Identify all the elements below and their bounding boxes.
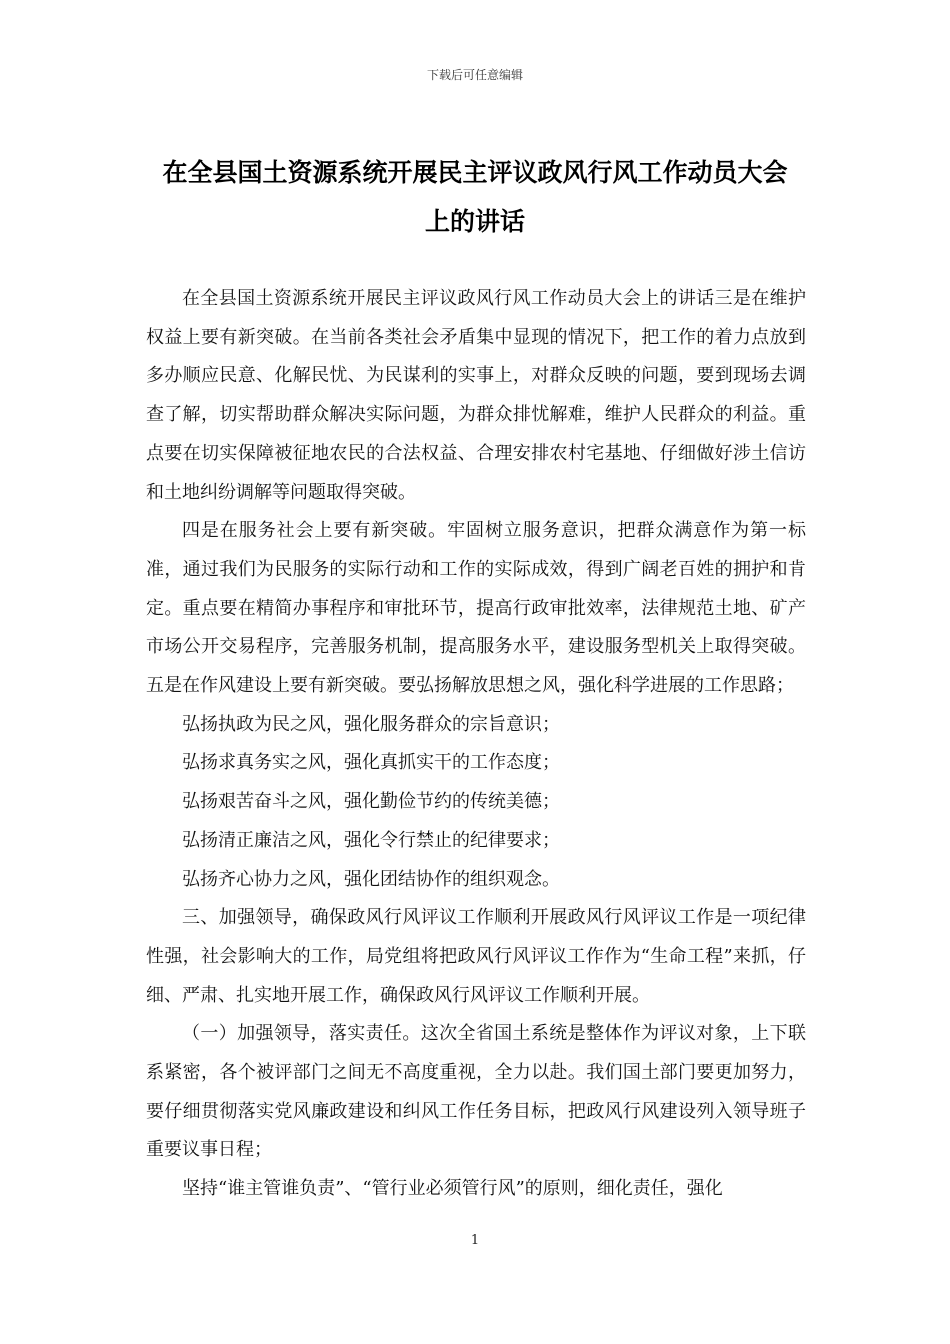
paragraph: 弘扬艰苦奋斗之风，强化勤俭节约的传统美德； [182,791,560,813]
document-title [145,148,805,246]
title-line-1: 在全县国土资源系统开展民主评议政风行风工作动员大会 [162,158,788,187]
page-header: 下载后可任意编辑 [426,68,523,82]
page-number: 1 [470,1233,480,1248]
title-line-2: 上的讲话 [424,207,525,236]
paragraph: 坚持“谁主管谁负责”、“管行业必须管行风”的原则，细化责任，强化 [182,1178,723,1200]
paragraph: 四是在服务社会上要有新突破。牢固树立服务意识，把群众满意作为第一标准，通过我们为民服务的实际行动和工作的实际成效，得到广阔老百姓的拥护和肯定。重点要在精简办事程序和审批环节，提高行政审批效率，法律规范土地、矿产市场公开交易程序，完善服务机制，提高服务水平，建设服务型机关上取得突破。五是在作风建设上要有新突破。要弘扬解放思想之风，强化科学进展的工作思路； [146,520,806,697]
paragraph: 在全县国土资源系统开展民主评议政风行风工作动员大会上的讲话三是在维护权益上要有新突破。在当前各类社会矛盾集中显现的情况下，把工作的着力点放到多办顺应民意、化解民忧、为民谋利的实事上，对群众反映的问题，要到现场去调查了解，切实帮助群众解决实际问题，为群众排忧解难，维护人民群众的利益。重点要在切实保障被征地农民的合法权益、合理安排农村宅基地、仔细做好涉土信访和土地纠纷调解等问题取得突破。 [146,288,806,503]
paragraph: （一）加强领导，落实责任。这次全省国土系统是整体作为评议对象，上下联系紧密，各个被评部门之间无不高度重视，全力以赴。我们国土部门要更加努力，要仔细贯彻落实党风廉政建设和纠风工作任务目标，把政风行风建设列入领导班子重要议事日程； [146,1023,806,1161]
document-body [146,280,806,1209]
paragraph: 弘扬齐心协力之风，强化团结协作的组织观念。 [182,868,560,890]
paragraph: 弘扬求真务实之风，强化真抓实干的工作态度； [182,752,560,774]
paragraph: 弘扬执政为民之风，强化服务群众的宗旨意识； [182,713,560,735]
paragraph: 弘扬清正廉洁之风，强化令行禁止的纪律要求； [182,829,560,851]
paragraph: 三、加强领导，确保政风行风评议工作顺利开展政风行风评议工作是一项纪律性强，社会影响大的工作，局党组将把政风行风评议工作作为“生命工程”来抓，仔细、严肃、扎实地开展工作，确保政风行风评议工作顺利开展。 [146,907,806,1006]
